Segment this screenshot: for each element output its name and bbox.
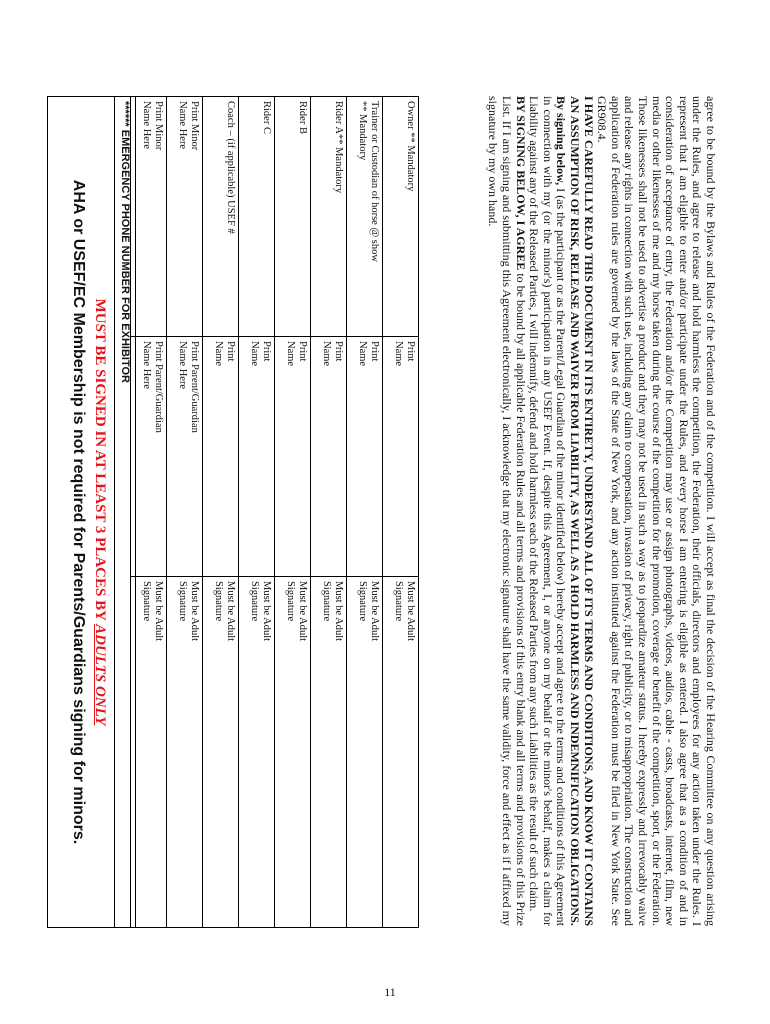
form-row — [166, 97, 202, 927]
cell-line: ** Mandatory — [357, 101, 368, 161]
emergency-phone-field[interactable]: ****** EMERGENCY PHONE NUMBER FOR EXHIBITOR — [114, 97, 136, 927]
form-row — [238, 97, 274, 927]
rotated-page — [25, 44, 745, 974]
cell-line: Print — [369, 341, 380, 362]
role-cell — [239, 97, 274, 337]
cell-line: Signature — [177, 581, 188, 622]
cell-line: Signature — [213, 581, 224, 622]
role-cell — [131, 97, 166, 337]
cell-line: Print Parent/Guardian — [153, 341, 164, 433]
agree-lead: BY SIGNING BELOW, I AGREE — [513, 96, 528, 271]
cell-line: Signature — [357, 581, 368, 622]
cell-line: Name — [393, 341, 404, 367]
cell-line: Must be Adult — [153, 581, 164, 642]
cell-line: Coach – (if applicable) USEF # — [225, 101, 236, 234]
cell-line: Signature — [285, 581, 296, 622]
signing-text: I (as the participant or as the Parent/Legal Guardian of the minor identified below) hereby accept and agree to the terms and conditions of this Agreement in connection with my (or the minor's) participation in any USEF Event. If, despite this Agreement, I, or anyone on my behalf or the minor's behalf, makes a claim for Liability against any of the Released Parties, I will indemnify, defend and hold harmless each of the Released Parties from any such Liabilities as the result of such claim. — [527, 96, 569, 926]
cell-line: Name Here — [141, 341, 152, 390]
cell-line: Name Here — [141, 101, 152, 150]
print-name-field[interactable] — [131, 337, 166, 577]
print-name-field[interactable] — [311, 337, 346, 577]
cell-line: Print — [261, 341, 272, 362]
acknowledgement-paragraph: I HAVE CAREFULLY READ THIS DOCUMENT IN ITS ENTIRETY, UNDERSTAND ALL OF ITS TERMS AND CONDITIONS, AND KNOW IT CONTAINS AN ASSUMPTION OF RISK, RELEASE AND WAIVER FROM LIABILITY, AS WELL AS A HOLD HARMLESS AND INDEMNIFICATION OBLIGATIONS. — [568, 96, 596, 926]
cell-line: Signature — [393, 581, 404, 622]
role-cell — [167, 97, 202, 337]
cell-line: Print — [405, 341, 416, 362]
cell-line: Must be Adult — [261, 581, 272, 642]
cell-line: Rider B — [297, 101, 308, 134]
cell-line: Name — [249, 341, 260, 367]
role-cell — [275, 97, 310, 337]
cell-line: Rider C — [261, 101, 272, 134]
cell-line: Print — [297, 341, 308, 362]
role-cell — [383, 97, 418, 337]
cell-line: Print Minor — [189, 101, 200, 151]
signature-field[interactable] — [383, 577, 418, 927]
agreement-text — [486, 96, 717, 926]
form-row — [310, 97, 346, 927]
signature-field[interactable] — [311, 577, 346, 927]
form-row — [274, 97, 310, 927]
cell-line: Signature — [141, 581, 152, 622]
cell-line: Print Minor — [153, 101, 164, 151]
signature-field[interactable] — [239, 577, 274, 927]
page-number: 11 — [384, 985, 396, 999]
cell-line: Owner ** Mandatory — [405, 101, 416, 192]
cell-line: Must be Adult — [297, 581, 308, 642]
cell-line: Must be Adult — [405, 581, 416, 642]
signature-field[interactable] — [131, 577, 166, 927]
agree-paragraph — [486, 96, 527, 926]
signature-grid — [138, 97, 418, 927]
adults-only-notice — [91, 97, 108, 927]
signing-paragraph — [527, 96, 568, 926]
adults-only-emphasis: ADULTS ONLY — [92, 624, 108, 726]
signing-lead: By signing below, — [554, 96, 569, 186]
print-name-field[interactable] — [239, 337, 274, 577]
cell-line: Print — [225, 341, 236, 362]
cell-line: Signature — [249, 581, 260, 622]
form-row — [382, 97, 418, 927]
adults-only-lead: MUST BE SIGNED IN AT LEAST 3 PLACES BY — [92, 298, 108, 625]
cell-line: Print Parent/Guardian — [189, 341, 200, 433]
cell-line: Name Here — [177, 101, 188, 150]
print-name-field[interactable] — [167, 337, 202, 577]
cell-line: Must be Adult — [189, 581, 200, 642]
agree-text: to be bound by all applicable Federation Rules and all terms and provisions of this entry blank and all terms and provisions of this Prize List. If I am signing and submitting this Agreement electronically, I acknowledge that my electronic signature shall have the same validity, force and effect as if I affixed my signature by my own hand. — [486, 96, 528, 926]
print-name-field[interactable] — [275, 337, 310, 577]
cell-line: Print — [333, 341, 344, 362]
cell-line: Name — [213, 341, 224, 367]
signature-field[interactable] — [167, 577, 202, 927]
cell-line: Must be Adult — [225, 581, 236, 642]
cell-line: Name — [357, 341, 368, 367]
role-cell — [203, 97, 238, 337]
cell-line: Name Here — [177, 341, 188, 390]
form-row — [346, 97, 382, 927]
print-name-field[interactable] — [203, 337, 238, 577]
cell-line: Must be Adult — [369, 581, 380, 642]
role-cell — [311, 97, 346, 337]
signature-form — [47, 96, 419, 928]
role-cell — [347, 97, 382, 337]
print-name-field[interactable] — [383, 337, 418, 577]
membership-note: AHA or USEF/EC Membership is not required for Parents/Guardians signing for minors. — [70, 179, 87, 845]
print-name-field[interactable] — [347, 337, 382, 577]
terms-paragraph: agree to be bound by the Bylaws and Rules of the Federation and of the competition. I will accept as final the decision of the Hearing Committee on any question arising under the Rules, and agree to release and hold harmless the competition, the Federation, their officials, directors and employees for any action taken under the Rules. I represent that I am eligible to enter and/or participate under the Rules, and every horse I am entering is eligible as entered. I also agree that as a condition of and in consideration of acceptance of entry, the Federation and/or the Competition may use or assign photographs, videos, audios, cable - casts, broadcasts, internet, film, new media or other likenesses of me and my horse taken during the course of the competition for the promotion, coverage or benefit of the competition, sport, or the Federation. Those likenesses shall not be used to advertise a product and they may not be used in such a way as to jeopardize amateur status. I hereby expressly and irrevocably waive and release any rights in connection with such use, including any claim to compensation, invasion of privacy, right of publicity, or to misappropriation. The construction and application of Federation rules are governed by the laws of the State of New York, and any action instituted against the Federation must be filed in New York State. See GR908.4. — [595, 96, 718, 926]
signature-field[interactable] — [275, 577, 310, 927]
cell-line: Rider A** Mandatory — [333, 101, 344, 194]
signature-field[interactable] — [347, 577, 382, 927]
cell-line: Name — [285, 341, 296, 367]
cell-line: Name — [321, 341, 332, 367]
form-row — [202, 97, 238, 927]
signature-field[interactable] — [203, 577, 238, 927]
cell-line: Trainer or Custodian of horse @ show — [369, 101, 380, 262]
cell-line: Signature — [321, 581, 332, 622]
cell-line: Must be Adult — [333, 581, 344, 642]
form-footer — [48, 97, 112, 927]
